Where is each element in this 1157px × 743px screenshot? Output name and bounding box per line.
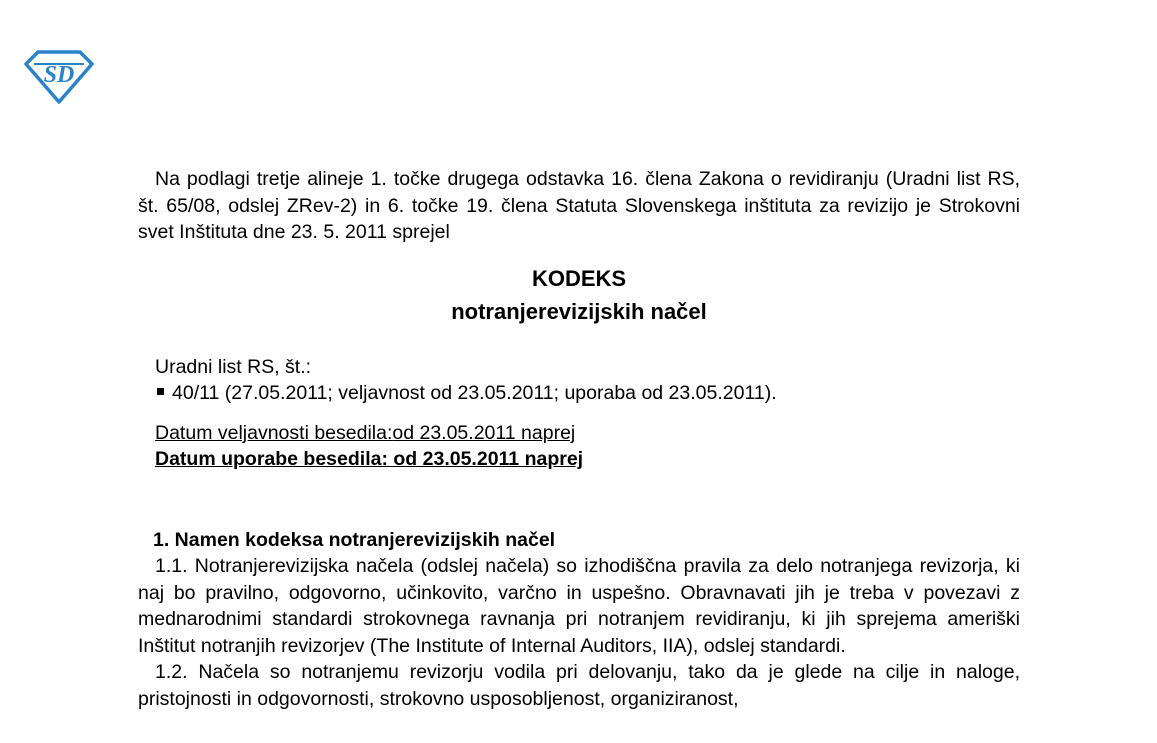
logo-lettering: SD: [43, 62, 75, 88]
section-paragraph-1: 1.1. Notranjerevizijska načela (odslej načela) so izhodiščna pravila za delo notranjega revizorja, ki naj bo pravilno, odgovorno, učinkovito, varčno in uspešno. Obravnavati jih je treba v povezavi z mednarodnimi standardi strokovnega ravnanja pri notranjem revidiranju, ki jih sprejema ameriški Inštitut notranjih revizorjev (The Institute of Internal Auditors, IIA), odslej standardi.: [138, 555, 1020, 657]
intro-paragraph: Na podlagi tretje alineje 1. točke drugega odstavka 16. člena Zakona o revidiranju (Uradni list RS, št. 65/08, odslej ZRev-2) in 6. točke 19. člena Statuta Slovenskega inštituta za revizijo je Strokovni svet Inštituta dne 23. 5. 2011 sprejel: [138, 168, 1020, 243]
document-title: KODEKS: [531, 265, 627, 291]
institute-logo: [22, 48, 96, 104]
usage-label: Datum uporabe besedila:: [155, 448, 388, 470]
gazette-label: Uradni list RS, št.:: [155, 355, 312, 378]
document-subtitle: notranjerevizijskih načel: [451, 298, 707, 324]
document-body: [138, 166, 1020, 712]
section-heading: 1. Namen kodeksa notranjerevizijskih načel: [153, 528, 556, 551]
date-info: [155, 420, 1020, 473]
section-paragraph-2: 1.2. Načela so notranjemu revizorju vodila pri delovanju, tako da je glede na cilje in naloge, pristojnosti in odgovornosti, strokovno usposobljenost, organiziranost,: [138, 661, 1020, 710]
validity-label: Datum veljavnosti besedila:: [155, 421, 393, 444]
bullet-square-icon: [157, 388, 164, 395]
validity-date: [155, 420, 1020, 447]
usage-date: [155, 446, 1020, 473]
gazette-entry-text: 40/11 (27.05.2011; veljavnost od 23.05.2011; uporaba od 23.05.2011).: [172, 382, 777, 404]
validity-value: od 23.05.2011 naprej: [392, 421, 576, 444]
gazette-entry: [155, 380, 1020, 407]
usage-value: od 23.05.2011 naprej: [393, 448, 584, 470]
gazette-info: [155, 354, 1020, 407]
diamond-logo-icon: [22, 48, 96, 104]
